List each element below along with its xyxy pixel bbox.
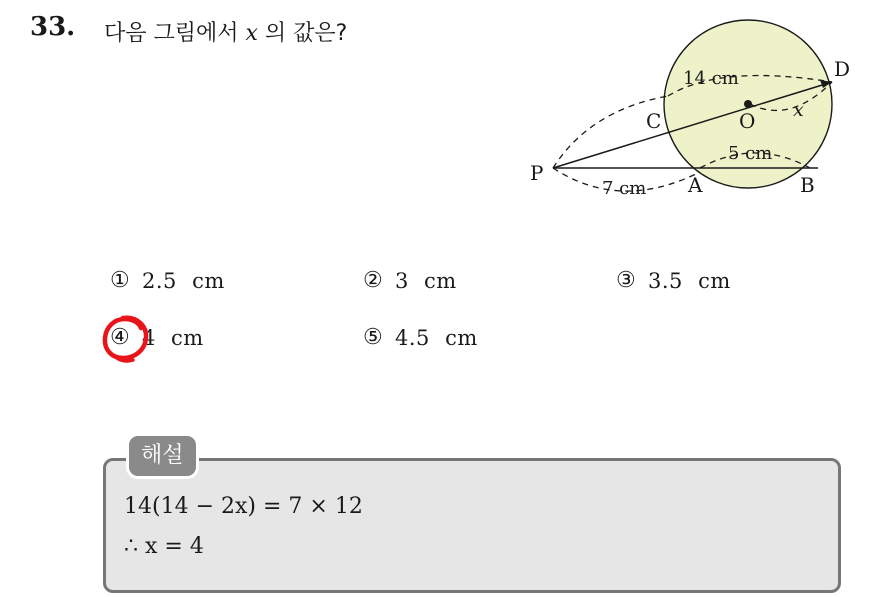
choice-value: 4.5 cm [395, 325, 478, 350]
choice-value: 3.5 cm [648, 268, 731, 293]
choice-value: 3 cm [395, 268, 457, 293]
choice-number: ② [363, 268, 383, 293]
label-7cm: 7 cm [602, 178, 647, 199]
question-text [104, 16, 347, 47]
choice-5[interactable] [363, 325, 478, 350]
label-14cm: 14 cm [683, 68, 739, 89]
question-variable: x [245, 21, 258, 46]
label-b: B [800, 173, 815, 197]
center-dot [744, 100, 752, 108]
question-text-before: 다음 그림에서 [104, 21, 246, 46]
label-x: x [793, 99, 804, 121]
label-5cm: 5 cm [728, 143, 773, 164]
choice-number: ⑤ [363, 325, 383, 350]
geometry-figure [520, 0, 860, 210]
choice-number: ① [110, 268, 130, 293]
solution-line-2: ∴ x = 4 [124, 534, 204, 559]
solution-tag: 해설 [129, 436, 196, 476]
label-p: P [530, 161, 544, 185]
label-d: D [834, 57, 851, 81]
choice-number: ③ [616, 268, 636, 293]
solution-box [103, 458, 841, 593]
choice-number: ④ [110, 325, 130, 350]
choice-1[interactable] [110, 268, 225, 293]
choice-value: 4 cm [142, 325, 204, 350]
solution-line-1: 14(14 − 2x) = 7 × 12 [124, 494, 363, 519]
choice-value: 2.5 cm [142, 268, 225, 293]
question-text-after: 의 값은? [257, 21, 348, 46]
choice-2[interactable] [363, 268, 457, 293]
answer-circle-mark [101, 314, 151, 364]
label-a: A [688, 173, 703, 197]
label-c: C [646, 109, 662, 133]
label-o: O [739, 109, 756, 133]
choice-3[interactable] [616, 268, 731, 293]
question-number: 33. [30, 12, 76, 42]
